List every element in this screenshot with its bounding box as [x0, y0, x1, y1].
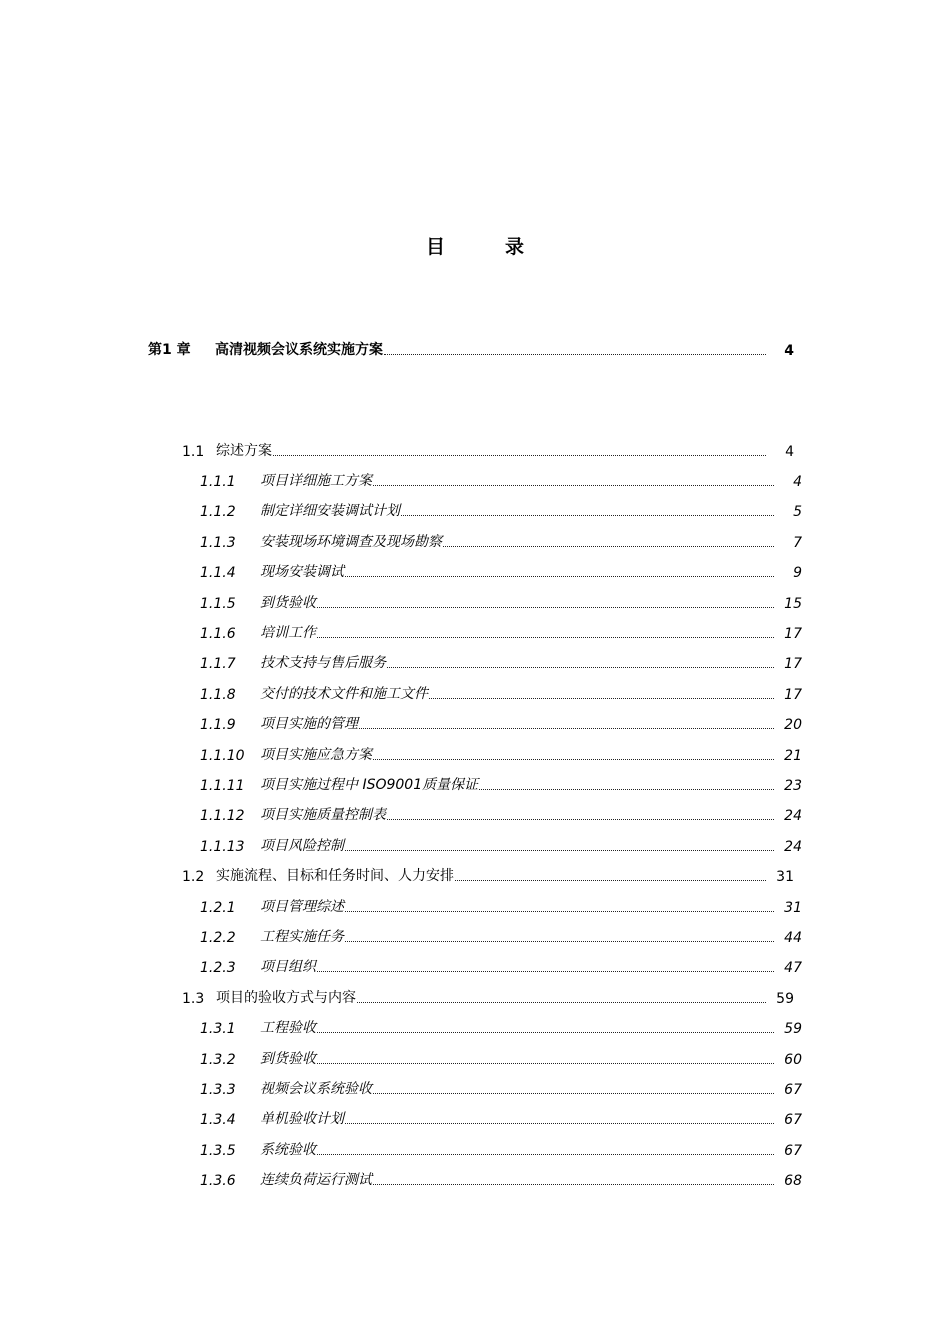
toc-dot-leader: [317, 1063, 774, 1064]
toc-entry[interactable]: [200, 1169, 802, 1189]
toc-dot-leader: [345, 850, 774, 851]
toc-entry-number: 1.3.5: [200, 1143, 236, 1159]
toc-entry-title: 项目管理综述: [260, 899, 344, 915]
toc-dot-leader: [455, 880, 766, 881]
toc-dot-leader: [345, 576, 774, 577]
toc-entry[interactable]: [200, 622, 802, 642]
toc-entry-page-number: 31: [784, 900, 802, 916]
toc-entry-page-number: 47: [784, 960, 802, 976]
toc-entry-page-number: 17: [784, 687, 802, 703]
toc-entry[interactable]: [200, 713, 802, 733]
toc-entry-number: 1.1.3: [200, 535, 236, 551]
toc-entry[interactable]: [200, 896, 802, 916]
toc-entry-page-number: 4: [784, 343, 794, 359]
toc-entry-number: 1.1.5: [200, 596, 236, 612]
toc-entry-number: 第1 章: [148, 342, 191, 358]
toc-entry-page-number: 5: [793, 504, 802, 520]
toc-entry-number: 1.3.1: [200, 1021, 236, 1037]
toc-dot-leader: [373, 1184, 774, 1185]
toc-entry[interactable]: [200, 1017, 802, 1037]
toc-entry-page-number: 15: [784, 596, 802, 612]
toc-dot-leader: [373, 759, 774, 760]
toc-entry-title: 工程验收: [260, 1020, 316, 1036]
toc-entry-number: 1.2: [182, 869, 205, 885]
toc-entry-number: 1.2.2: [200, 930, 236, 946]
toc-dot-leader: [384, 354, 766, 355]
toc-entry-title: 项目风险控制: [260, 838, 344, 854]
toc-entry-page-number: 59: [776, 991, 794, 1007]
toc-entry-page-number: 31: [776, 869, 794, 885]
toc-entry[interactable]: [200, 835, 802, 855]
toc-dot-leader: [373, 485, 774, 486]
toc-entry-page-number: 67: [784, 1112, 802, 1128]
toc-entry[interactable]: [200, 926, 802, 946]
toc-dot-leader: [429, 698, 774, 699]
toc-entry[interactable]: [200, 500, 802, 520]
toc-entry-page-number: 21: [784, 748, 802, 764]
toc-entry-title: 项目实施过程中 ISO9001质量保证: [260, 777, 479, 793]
toc-entry-page-number: 7: [793, 535, 802, 551]
toc-entry-title: 单机验收计划: [260, 1111, 344, 1127]
toc-entry-page-number: 68: [784, 1173, 802, 1189]
toc-entry-number: 1.1.6: [200, 626, 236, 642]
toc-dot-leader: [387, 819, 774, 820]
toc-entry-title: 项目组织: [260, 959, 316, 975]
toc-entry[interactable]: [148, 339, 794, 359]
toc-entry[interactable]: [200, 592, 802, 612]
toc-entry-title: 现场安装调试: [260, 564, 344, 580]
toc-entry-title: 到货验收: [260, 1051, 316, 1067]
toc-entry-title: 项目实施质量控制表: [260, 807, 386, 823]
toc-entry-title: 实施流程、目标和任务时间、人力安排: [216, 868, 454, 884]
toc-entry-number: 1.1.10: [200, 748, 245, 764]
toc-dot-leader: [387, 667, 774, 668]
toc-entry-title: 连续负荷运行测试: [260, 1172, 372, 1188]
toc-dot-leader: [317, 1032, 774, 1033]
title-char-2: 录: [505, 236, 525, 258]
toc-entry-page-number: 60: [784, 1052, 802, 1068]
toc-entry[interactable]: [182, 440, 794, 460]
toc-entry-title: 高清视频会议系统实施方案: [215, 342, 383, 358]
toc-entry-number: 1.1.11: [200, 778, 245, 794]
toc-entry-title: 视频会议系统验收: [260, 1081, 372, 1097]
toc-entry-page-number: 23: [784, 778, 802, 794]
toc-entry-title: 项目实施的管理: [260, 716, 358, 732]
toc-dot-leader: [357, 1002, 766, 1003]
toc-entry[interactable]: [200, 1078, 802, 1098]
toc-entry-title: 培训工作: [260, 625, 316, 641]
toc-entry-number: 1.1.9: [200, 717, 236, 733]
toc-entry-page-number: 17: [784, 626, 802, 642]
toc-entry-title: 项目详细施工方案: [260, 473, 372, 489]
toc-entry-number: 1.1.12: [200, 808, 245, 824]
toc-entry[interactable]: [200, 956, 802, 976]
toc-entry-page-number: 20: [784, 717, 802, 733]
toc-dot-leader: [317, 971, 774, 972]
toc-entry[interactable]: [200, 1108, 802, 1128]
toc-entry-number: 1.3.3: [200, 1082, 236, 1098]
toc-entry-number: 1.2.3: [200, 960, 236, 976]
toc-entry[interactable]: [200, 652, 802, 672]
toc-entry[interactable]: [200, 561, 802, 581]
toc-entry-title: 交付的技术文件和施工文件: [260, 686, 428, 702]
toc-dot-leader: [317, 607, 774, 608]
toc-dot-leader: [401, 515, 774, 516]
toc-entry-page-number: 24: [784, 808, 802, 824]
toc-entry[interactable]: [200, 531, 802, 551]
toc-entry-page-number: 9: [793, 565, 802, 581]
toc-entry-page-number: 4: [785, 444, 794, 460]
toc-entry-page-number: 67: [784, 1082, 802, 1098]
toc-entry[interactable]: [182, 987, 794, 1007]
toc-entry-page-number: 67: [784, 1143, 802, 1159]
toc-entry-number: 1.1.7: [200, 656, 236, 672]
toc-entry-number: 1.3.6: [200, 1173, 236, 1189]
toc-entry-page-number: 59: [784, 1021, 802, 1037]
toc-entry[interactable]: [200, 774, 802, 794]
toc-entry-number: 1.1: [182, 444, 205, 460]
toc-entry-number: 1.3.4: [200, 1112, 236, 1128]
toc-entry-title: 项目实施应急方案: [260, 747, 372, 763]
toc-entry-title: 工程实施任务: [260, 929, 344, 945]
toc-entry-page-number: 44: [784, 930, 802, 946]
toc-entry[interactable]: [200, 470, 802, 490]
toc-dot-leader: [373, 1093, 774, 1094]
title-char-1: 目: [425, 236, 445, 258]
toc-entry-number: 1.1.4: [200, 565, 236, 581]
toc-entry-title: 系统验收: [260, 1142, 316, 1158]
toc-entry-page-number: 17: [784, 656, 802, 672]
toc-entry-number: 1.3.2: [200, 1052, 236, 1068]
toc-entry-title: 到货验收: [260, 595, 316, 611]
toc-entry[interactable]: [200, 1048, 802, 1068]
toc-entry-number: 1.2.1: [200, 900, 236, 916]
toc-entry[interactable]: [200, 744, 802, 764]
toc-entry-number: 1.1.8: [200, 687, 236, 703]
toc-entry-title: 项目的验收方式与内容: [216, 990, 356, 1006]
toc-entry-title: 综述方案: [216, 443, 272, 459]
toc-dot-leader: [273, 455, 766, 456]
toc-entry-number: 1.1.1: [200, 474, 236, 490]
toc-entry[interactable]: [200, 804, 802, 824]
toc-dot-leader: [345, 1123, 774, 1124]
toc-dot-leader: [443, 546, 774, 547]
toc-entry[interactable]: [200, 1139, 802, 1159]
toc-entry-number: 1.1.13: [200, 839, 245, 855]
toc-entry-number: 1.3: [182, 991, 205, 1007]
toc-dot-leader: [317, 637, 774, 638]
toc-entry[interactable]: [200, 683, 802, 703]
toc-entry-page-number: 24: [784, 839, 802, 855]
toc-dot-leader: [345, 941, 774, 942]
toc-entry-title: 安装现场环境调查及现场勘察: [260, 534, 442, 550]
toc-entry-number: 1.1.2: [200, 504, 236, 520]
toc-entry-title: 技术支持与售后服务: [260, 655, 386, 671]
toc-dot-leader: [345, 911, 774, 912]
page-title: [0, 232, 950, 259]
toc-entry-title: 制定详细安装调试计划: [260, 503, 400, 519]
toc-entry-page-number: 4: [793, 474, 802, 490]
toc-dot-leader: [359, 728, 774, 729]
toc-dot-leader: [317, 1154, 774, 1155]
toc-dot-leader: [479, 789, 774, 790]
toc-entry[interactable]: [182, 865, 794, 885]
